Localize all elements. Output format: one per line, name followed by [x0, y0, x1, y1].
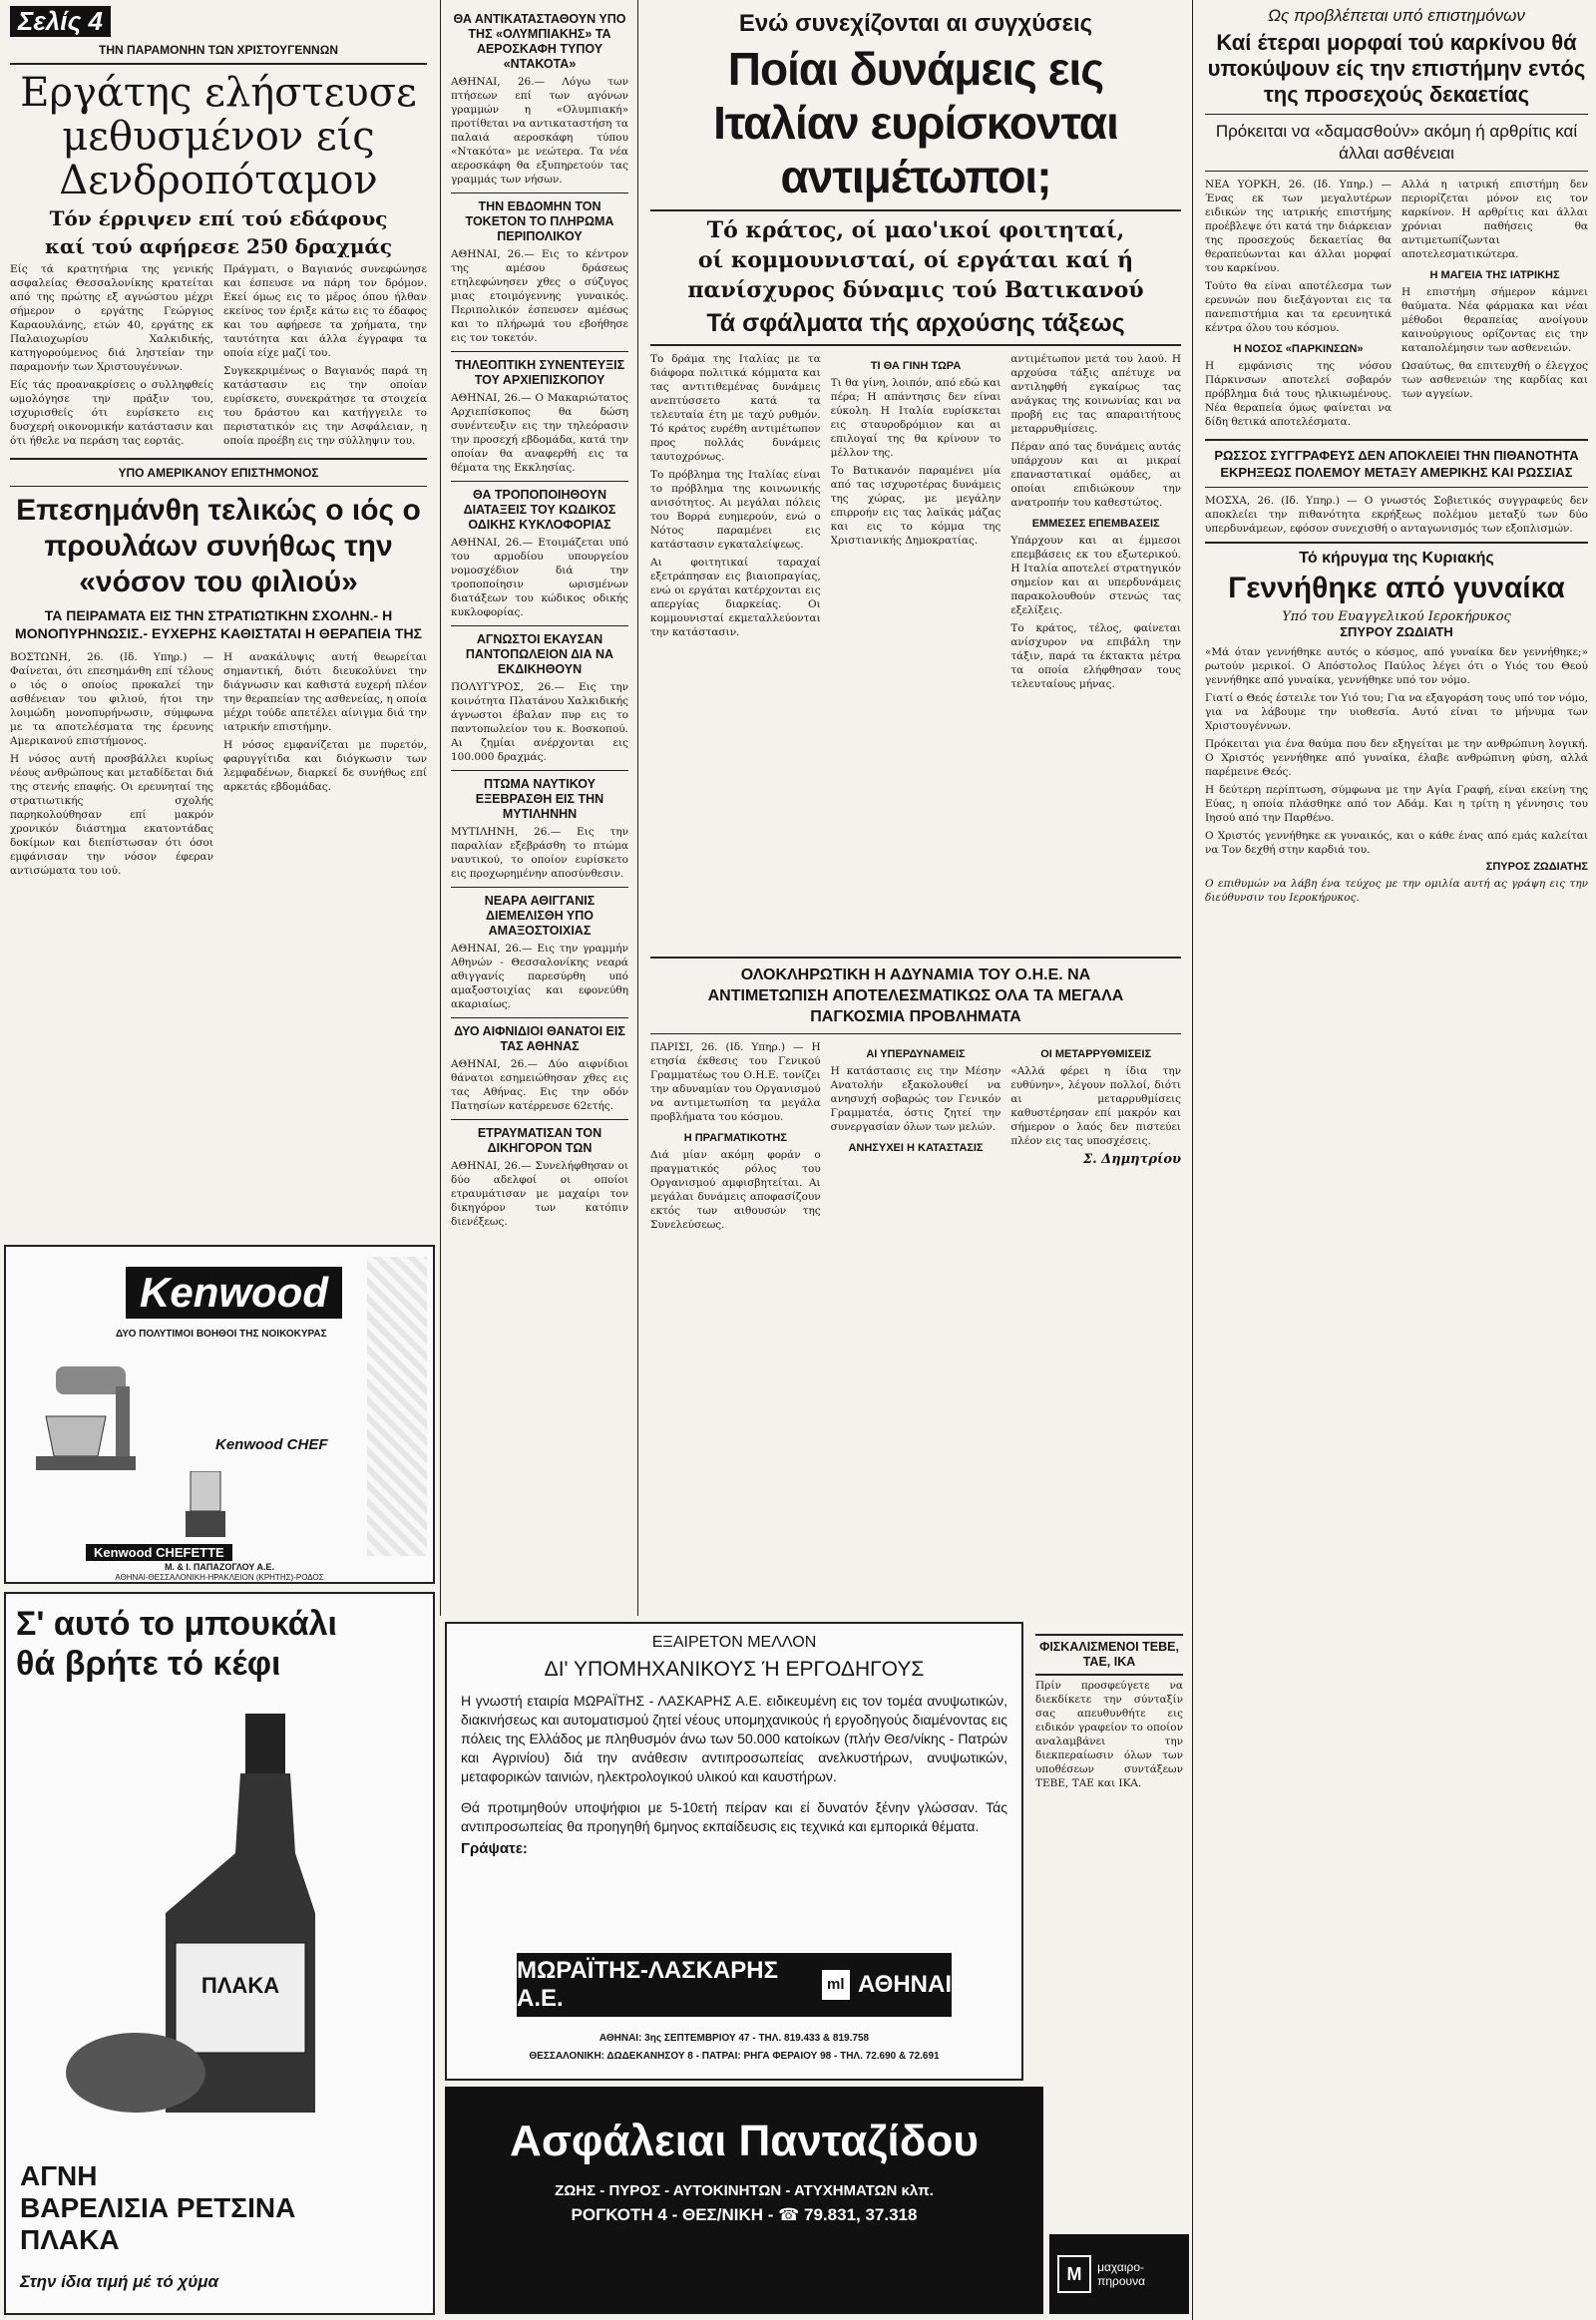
brief-headline: ΘΑ ΑΝΤΙΚΑΤΑΣΤΑΘΟΥΝ ΥΠΟ ΤΗΣ «ΟΛΥΜΠΙΑΚΗΣ» ΤΑ ΑΕΡΟΣΚΑΦΗ ΤΥΠΟΥ «ΝΤΑΚΟΤΑ»	[453, 12, 626, 71]
dealer-cities: ΑΘΗΝΑΙ-ΘΕΣΣΑΛΟΝΙΚΗ-ΗΡΑΚΛΕΙΟΝ (ΚΡΗΤΗΣ)-ΡΟΔΟΣ	[115, 1573, 324, 1582]
lead-subhead: ΟΙ ΜΕΤΑΡΡΥΘΜΙΣΕΙΣ	[1040, 1048, 1152, 1060]
mixer-icon	[26, 1356, 156, 1476]
article-headline: Επεσημάνθη τελικώς ο ιός ο προυλάων συνήθως την «νόσον του φιλιού»	[16, 494, 421, 598]
lead-deck: πανίσχυρος δύναμις τού Βατικανού	[687, 277, 1144, 303]
ad-body: Η γνωστή εταιρία ΜΩΡΑΪΤΗΣ - ΛΑΣΚΑΡΗΣ Α.Ε. ειδικευμένη εις τον τομέα ανυψωτικών, διακινήσεως και αυτοματισμού ζητεί νέους υπομηχανικούς ή εργοδηγούς διαμένοντας εις πόλεις της Ελλάδος με πληθυσμόν άνω των 50.000 κατοίκων (πλήν Θεσ/νίκης - Πατρών και Αγρινίου) διά την ανάθεσιν αντιπροσωπείας ανελκυστήρων, ανυψωτικών, μεταφορικών ταινιών, ηλεκτρολογικού υλικού και καυστήρων.	[461, 1693, 1007, 1784]
company-name: ΜΩΡΑΪΤΗΣ-ΛΑΣΚΑΡΗΣ Α.Ε.	[517, 1957, 778, 2012]
cancer-paragraph: ΝΕΑ ΥΟΡΚΗ, 26. (Ιδ. Υπηρ.) — Ένας εκ των μεγαλυτέρων ειδικών της ιατρικής επιστήμης προέβλεψε ότι κατά την διάρκειαν της προσεχούς δεκαετίας θα θεραπεύωνται και άλλαι μορφαί του καρκίνου.	[1205, 179, 1392, 274]
decorative-border-icon	[367, 1257, 427, 1556]
article-kicker: ΥΠΟ ΑΜΕΡΙΚΑΝΟΥ ΕΠΙΣΤΗΜΟΝΟΣ	[118, 466, 319, 480]
cutlery-brand: μαχαιρο-πηρουνα	[1097, 2260, 1146, 2288]
article-paragraph: Είς τά κρατητήρια της γενικής ασφαλείας Θεσσαλονίκης κρατείται από της πρώτης εξ αγνώστου μέχρι σήμερον ο εργάτης Γεώργιος Καραουλάνης, ετών 40, εργάτης εκ Παλαιοχωρίου Χαλκιδικής, κατηγορούμενος διά ληστείαν την παραμονήν των Χριστουγέννων.	[10, 263, 213, 373]
sermon-paragraph: «Μά όταν γεννήθηκε αυτός ο κόσμος, από γυναίκα δεν γεννήθηκε;» ρωτούν μερικοί. Ο Απόστολος Παύλος λέγει ότι ο Υιός του Θεού γεννήθηκε από γυναίκα, γεννήθηκε υπό τον νόμο.	[1205, 646, 1588, 686]
dealer-name: Μ. & Ι. ΠΑΠΑΖΟΓΛΟΥ Α.Ε.	[164, 1562, 275, 1572]
sermon-paragraph: Ο Χριστός γεννήθηκε εκ γυναικός, και ο κάθε ένας από εμάς καλείται να Τον δεχθή στην καρδιά του.	[1205, 830, 1588, 856]
lead-deck: Τά σφάλματα τής αρχούσης τάξεως	[706, 309, 1125, 337]
lead-paragraph: Το κράτος, τέλος, φαίνεται ανίσχυρον να επιβάλη την τάξιν, παρά τα έκτακτα μέτρα τα οποία ελήφθησαν τους τελευταίους μήνας.	[1010, 622, 1182, 690]
cancer-kicker: Ως προβλέπεται υπό επιστημόνων	[1268, 6, 1525, 25]
kenwood-ad[interactable]	[4, 1245, 435, 1584]
cancer-headline: Καί έτεραι μορφαί τού καρκίνου θά υποκύψουν είς την επιστήμην εντός της προσεχούς δεκαετίας	[1207, 30, 1586, 107]
sermon-byline: Υπό του Ευαγγελικού Ιεροκήρυκος	[1282, 609, 1511, 624]
lead-paragraph: Αι φοιτητικαί ταραχαί εξετράπησαν εις βιαιοπραγίας, ενώ οι εργάται κατέρχονται εις απεργίας διαρκείας. Οι κομμουνισταί εκμεταλλεύονται την κατάστασιν.	[650, 557, 821, 638]
sermon-paragraph: Γιατί ο Θεός έστειλε τον Υιό του; Για να εξαγοράση τους υπό τον νόμο, για να λάβουμε την υιοθεσία. Αυτό είναι το μήνυμα των Χριστουγέννων.	[1205, 692, 1588, 732]
plaka-line: ΒΑΡΕΛΙΣΙΑ ΡΕΤΣΙΝΑ	[20, 2192, 296, 2223]
sermon-author: ΣΠΥΡΟΥ ΖΩΔΙΑΤΗ	[1340, 624, 1453, 639]
russia-paragraph: ΜΟΣΧΑ, 26. (Ιδ. Υπηρ.) — Ο γνωστός Σοβιετικός συγγραφεύς δεν αποκλείει την πιθανότητα εκρήξεως πολέμου μεταξύ των δύο υπερδυνάμεων, εφόσον συνεχισθή ο ανταγωνισμός των εξοπλισμών.	[1205, 495, 1588, 535]
sermon-signature: ΣΠΥΡΟΣ ΖΩΔΙΑΤΗΣ	[1485, 861, 1588, 873]
brief-headline: ΠΤΩΜΑ ΝΑΥΤΙΚΟΥ ΕΞΕΒΡΑΣΘΗ ΕΙΣ ΤΗΝ ΜΥΤΙΛΗΝΗΝ	[475, 777, 604, 821]
plaka-headline: Σ' αυτό το μπουκάλι θά βρήτε τό κέφι	[16, 1605, 337, 1683]
brief-headline: ΔΥΟ ΑΙΦΝΙΔΙΟΙ ΘΑΝΑΤΟΙ ΕΙΣ ΤΑΣ ΑΘΗΝΑΣ	[454, 1024, 625, 1053]
plaka-line: ΠΛΑΚΑ	[20, 2224, 120, 2255]
brief-paragraph: ΠΟΛΥΓΥΡΟΣ, 26.— Εις την κοινότητα Πλατάνου Χαλκιδικής άγνωστοι έβαλαν πυρ εις το παντοπωλείον του κ. Βοσκοπού. Αι ζημίαι ανέρχονται εις 100.000 δραχμάς.	[451, 681, 628, 763]
russia-headline: ΡΩΣΣΟΣ ΣΥΓΓΡΑΦΕΥΣ ΔΕΝ ΑΠΟΚΛΕΙΕΙ ΤΗΝ ΠΙΘΑΝΟΤΗΤΑ ΕΚΡΗΞΕΩΣ ΠΟΛΕΜΟΥ ΜΕΤΑΞΥ ΑΜΕΡΙΚΗΣ ΚΑΙ ΡΩΣΣΙΑΣ	[1214, 448, 1579, 480]
article-paragraph: ΒΟΣΤΩΝΗ, 26. (Ιδ. Υπηρ.) — Φαίνεται, ότι επεσημάνθη επί τέλους ο ιός ο οποίος προκαλεί την ασθένειαν του φιλιού, ήτοι την λοιμώδη μονοπυρήνωσιν, σύμφωνα με τα αποτελέσματα της έρευνης Αμερικανού επιστήμονος.	[10, 651, 213, 747]
column-5	[1197, 0, 1596, 2320]
kenwood-logo: Kenwood	[126, 1267, 342, 1319]
ad-cta: Γράψατε:	[461, 1840, 528, 1857]
brief-paragraph: ΑΘΗΝΑΙ, 26.— Εις την γραμμήν Αθηνών - Θεσσαλονίκης νεαρά αθιγγανίς παρεσύρθη υπό αμαξοστοιχίας και εφονεύθη ακαριαίως.	[451, 943, 628, 1010]
brief-headline: ΕΤΡΑΥΜΑΤΙΣΑΝ ΤΟΝ ΔΙΚΗΓΟΡΟΝ ΤΩΝ	[477, 1126, 602, 1155]
article-paragraph: Η νόσος αυτή προσβάλλει κυρίως νέους ανθρώπους και μεταδίδεται διά της στενής επαφής. Οι ερευνηταί της στρατιωτικής σχολής παρηκολούθησαν επί μακρόν χρονικόν διάστημα εκατοντάδας δοκίμων και διεπίστωσαν ότι όσοι εμφάνισαν την νόσον έφεραν αντισώματα του ιού.	[10, 753, 213, 877]
article-paragraph: Συγκεκριμένως ο Βαγιανός παρά τη κατάστασιν εις την οποίαν ευρίσκετο, συνεκράτησε τα στοιχεία του δράστου και κατήγγειλε το περιστατικόν εις την Ασφάλειαν, η οποία προέβη εις την σύλληψιν του.	[223, 365, 427, 447]
article-paragraph: Η ανακάλυψις αυτή θεωρείται σημαντική, διότι διευκολύνει την διάγνωσιν και καθιστά ευχερή πλέον την θεραπείαν της ασθενείας, η οποία μέχρι τούδε απετέλει αίνιγμα διά την ιατρικήν επιστήμην.	[223, 651, 427, 733]
sermon-paragraph: Πρόκειται για ένα θαύμα που δεν εξηγείται με την ανθρώπινη λογική. Ο Χριστός γεννήθηκε από γυναίκα, έλαβε ανθρώπινη φύση, αλλά παρέμεινε Θεός.	[1205, 738, 1588, 778]
cancer-paragraph: Η εμφάνισις της νόσου Πάρκινσων αποτελεί σοβαρόν πρόβλημα διά τους ηλικιωμένους. Νέα θεραπεία όμως φαίνεται να δίδη θετικά αποτελέσματα.	[1205, 360, 1392, 428]
page-label: Σελίς 4	[10, 6, 111, 37]
brief-paragraph: ΑΘΗΝΑΙ, 26.— Ετοιμάζεται υπό του αρμοδίου υπουργείου νομοσχέδιον διά την τροποποίησιν ωρισμένων διατάξεων του κώδικος οδικής κυκλοφορίας.	[451, 537, 628, 618]
company-city: ΑΘΗΝΑΙ	[857, 1971, 952, 1998]
bottle-icon	[46, 1714, 345, 2132]
ad-body: Θά προτιμηθούν υποψήφιοι με 5-10ετή πείραν και εί δυνατόν ξένην γλώσσαν. Τάς αντιπροσωπείας θα προηγηθή 6μηνος εκπαίδευσις εις τεχνικά και εμπορικά θέματα.	[461, 1799, 1007, 1834]
un-subhead: Η ΠΡΑΓΜΑΤΙΚΟΤΗΣ	[683, 1132, 787, 1144]
un-headline: ΟΛΟΚΛΗΡΩΤΙΚΗ Η ΑΔΥΝΑΜΙΑ ΤΟΥ Ο.Η.Ε. ΝΑ ΑΝΤΙΜΕΤΩΠΙΣΗ ΑΠΟΤΕΛΕΣΜΑΤΙΚΩΣ ΟΛΑ ΤΑ ΜΕΓΑΛΑ ΠΑΓΚΟΣΜΙΑ ΠΡΟΒΛΗΜΑΤΑ	[707, 967, 1124, 1025]
lead-paragraph: Το δράμα της Ιταλίας με τα διάφορα πολιτικά κόμματα και τας αντιτιθεμένας δυνάμεις ανεπτύσσετο κατά τα τελευταία έτη με ταχύ ρυθμόν. Τό κράτος ευρέθη αντιμέτωπον προς πολλάς δυνάμεις ταυτοχρόνως.	[650, 353, 821, 463]
article-signature: Σ. Δημητρίου	[1082, 1152, 1182, 1167]
brief-headline: ΤΗΛΕΟΠΤΙΚΗ ΣΥΝΕΝΤΕΥΞΙΣ ΤΟΥ ΑΡΧΙΕΠΙΣΚΟΠΟΥ	[454, 358, 625, 387]
brief-headline: ΑΓΝΩΣΤΟΙ ΕΚΑΥΣΑΝ ΠΑΝΤΟΠΩΛΕΙΟΝ ΔΙΑ ΝΑ ΕΚΔΙΚΗΘΟΥΝ	[465, 632, 614, 676]
brief-paragraph: ΑΘΗΝΑΙ, 26.— Λόγω των πτήσεων επί των αγόνων γραμμών η «Ολυμπιακή» προτίθεται να αντικαταστήση τα παλαιά αεροσκάφη τύπου «Ντακότα» με νεώτερα. Τα νέα αεροσκάφη θα εξυπηρετούν τας γραμμάς των νήσων.	[451, 76, 628, 186]
ad-headline: Ασφάλειαι Πανταζίδου	[510, 2117, 979, 2165]
sermon-headline: Γεννήθηκε από γυναίκα	[1228, 572, 1565, 604]
lead-paragraph: Το πρόβλημα της Ιταλίας είναι το πρόβλημα της κοινωνικής ανισότητος. Αι μεγάλαι πόλεις του Βορρά ευημερούν, ενώ ο Νότος παραμένει εις κατάστασιν εγκαταλείψεως.	[650, 469, 821, 551]
un-paragraph: Διά μίαν ακόμη φοράν ο πραγματικός ρόλος του Οργανισμού αμφισβητείται. Αι μεγάλαι δυνάμεις αποφασίζουν εκτός των αιθουσών της Συνελεύσεως.	[650, 1149, 821, 1231]
chefette-label: Kenwood CHEFETTE	[86, 1544, 232, 1561]
brief-paragraph: ΑΘΗΝΑΙ, 26.— Συνελήφθησαν οι δύο αδελφοί οι οποίοι ετραυμάτισαν με μαχαίρι τον δικηγόρον των κατόπιν διενέξεως.	[451, 1160, 628, 1228]
company-banner	[517, 1953, 952, 2017]
cutlery-ad[interactable]	[1049, 2234, 1189, 2314]
lead-article	[642, 0, 1189, 1616]
lead-paragraph: Πέραν από τας δυνάμεις αυτάς υπάρχουν και αι μικραί επαναστατικαί ομάδες, αι οποίαι επιδιώκουν την ανατροπήν του καθεστώτος.	[1010, 441, 1182, 509]
cancer-paragraph: Η επιστήμη σήμερον κάμνει θαύματα. Νέα φάρμακα και νέαι μέθοδοι θεραπείας ανοίγουν καινούργιους ορίζοντας εις την καταπολέμησιν των ασθενειών.	[1401, 286, 1588, 354]
ad-address: ΘΕΣΣΑΛΟΝΙΚΗ: ΔΩΔΕΚΑΝΗΣΟΥ 8 - ΠΑΤΡΑΙ: ΡΗΓΑ ΦΕΡΑΙΟΥ 98 - ΤΗΛ. 72.690 & 72.691	[529, 2051, 940, 2062]
lead-paragraph: Υπάρχουν και αι έμμεσοι επεμβάσεις εκ του εξωτερικού. Η Ιταλία αποτελεί στρατηγικόν σημείον και αι υπερδυνάμεις παρακολουθούν στενώς τας εξελίξεις.	[1010, 535, 1182, 616]
lead-paragraph: «Αλλά φέρει η ίδια την ευθύνην», λέγουν πολλοί, διότι αι μεταρρυθμίσεις καθυστέρησαν επί μακρόν και σήμερον ο λαός δεν πιστεύει πλέον εις τας υποσχέσεις.	[1010, 1065, 1182, 1147]
plaka-footer: Στην ίδια τιμή μέ τό χύμα	[20, 2272, 219, 2291]
column-2	[445, 0, 634, 1616]
cancer-paragraph: Τούτο θα είναι αποτέλεσμα των ερευνών που διεξάγονται εις τα πανεπιστήμια και τα ερευνητικά κέντρα όλου του κόσμου.	[1205, 280, 1392, 334]
brief-paragraph: ΜΥΤΙΛΗΝΗ, 26.— Εις την παραλίαν εξεβράσθη το πτώμα ναυτικού, το οποίον ευρίσκετο εις προχωρημένην αποσύνθεσιν.	[451, 826, 628, 880]
moraitis-job-ad[interactable]	[445, 1622, 1023, 2081]
lead-paragraph: αντιμέτωπον μετά του λαού. Η αρχούσα τάξις απέτυχε να αντιληφθή εγκαίρως τας ανάγκας της κοινωνίας και να προβή εις τας απαραιτήτους μεταρρυθμίσεις.	[1010, 353, 1182, 435]
ad-line: ΖΩΗΣ - ΠΥΡΟΣ - ΑΥΤΟΚΙΝΗΤΩΝ - ΑΤΥΧΗΜΑΤΩΝ κλπ.	[555, 2182, 934, 2199]
brief-paragraph: ΑΘΗΝΑΙ, 26.— Ο Μακαριώτατος Αρχιεπίσκοπος θα δώση συνέντευξιν εις την τηλεόρασιν την προσεχή εβδομάδα, κατά την οποίαν θα αναφερθή εις τα θέματα της Εκκλησίας.	[451, 392, 628, 474]
column-1	[0, 0, 437, 1237]
cancer-subhead: Η ΝΟΣΟΣ «ΠΑΡΚΙΝΣΩΝ»	[1233, 343, 1364, 355]
ad-headline: ΔΙ' ΥΠΟΜΗΧΑΝΙΚΟΥΣ Ή ΕΡΓΟΔΗΓΟΥΣ	[544, 1658, 925, 1681]
brief-paragraph: ΑΘΗΝΑΙ, 26.— Δύο αιφνίδιοι θάνατοι εσημειώθησαν χθες εις τας Αθήνας. Εις την οδόν Πατησίων κατέρρευσε 62ετής.	[451, 1058, 628, 1112]
company-logo-icon: ml	[822, 1970, 850, 2000]
chef-label: Kenwood CHEF	[215, 1436, 328, 1453]
lead-kicker: Ενώ συνεχίζονται αι συγχύσεις	[738, 10, 1093, 37]
lead-paragraph: Το Βατικανόν παραμένει μία από τας ισχυροτέρας δυνάμεις της χώρας, με μεγάλην επιρροήν εις τας λαϊκάς μάζας και εις το κόμμα της Χριστιανικής Δημοκρατίας.	[830, 465, 1001, 547]
brief-headline: ΤΗΝ ΕΒΔΟΜΗΝ ΤΟΝ ΤΟΚΕΤΟΝ ΤΟ ΠΛΗΡΩΜΑ ΠΕΡΙΠΟΛΙΚΟΥ	[465, 199, 614, 243]
un-subhead: ΑΙ ΥΠΕΡΔΥΝΑΜΕΙΣ	[866, 1048, 966, 1060]
article-paragraph: Η νόσος εμφανίζεται με πυρετόν, φαρυγγίτιδα και διόγκωσιν των λεμφαδένων, διαρκεί δε συνήθως επί αρκετάς εβδομάδας.	[223, 739, 427, 793]
ad-line: ΡΟΓΚΟΤΗ 4 - ΘΕΣ/ΝΙΚΗ - ☎ 79.831, 37.318	[571, 2205, 918, 2224]
cancer-paragraph: Ωσαύτως, θα επιτευχθή ο έλεγχος των ασθενειών της καρδίας και των αγγείων.	[1401, 360, 1588, 400]
brief-headline: ΘΑ ΤΡΟΠΟΠΟΙΗΘΟΥΝ ΔΙΑΤΑΞΕΙΣ ΤΟΥ ΚΩΔΙΚΟΣ ΟΔΙΚΗΣ ΚΥΚΛΟΦΟΡΙΑΣ	[463, 488, 616, 532]
cutlery-logo-icon: M	[1057, 2255, 1091, 2293]
bottle-label: ΠΛΑΚΑ	[200, 1973, 280, 1998]
article-kicker: ΤΗΝ ΠΑΡΑΜΟΝΗΝ ΤΩΝ ΧΡΙΣΤΟΥΓΕΝΝΩΝ	[99, 43, 338, 57]
lead-paragraph: Τι θα γίνη, λοιπόν, από εδώ και πέρα; Η απάντησις δεν είναι εύκολη. Η Ιταλία ευρίσκεται εις σταυροδρόμιον και αι επιλογαί της θα κρίνουν το μέλλον της.	[830, 377, 1001, 459]
lead-subhead: ΕΜΜΕΣΕΣ ΕΠΕΜΒΑΣΕΙΣ	[1031, 518, 1160, 530]
kenwood-tagline: ΔΥΟ ΠΟΛΥΤΙΜΟΙ ΒΟΗΘΟΙ ΤΗΣ ΝΟΙΚΟΚΥΡΑΣ	[116, 1329, 327, 1340]
sermon-footnote: Ο επιθυμών να λάβη ένα τεύχος με την ομιλία αυτή ας γράψη εις την διεύθυνσιν του Ιεροκήρυκος.	[1205, 878, 1588, 904]
lead-deck: οί κομμουνισταί, οί εργάται καί ή	[697, 247, 1134, 273]
un-paragraph: ΠΑΡΙΣΙ, 26. (Ιδ. Υπηρ.) — Η ετησία έκθεσις του Γενικού Γραμματέως του Ο.Η.Ε. τονίζει την αδυναμίαν του Οργανισμού να αντιμετωπίση τα μεγάλα προβλήματα του κόσμου.	[650, 1041, 821, 1123]
brief-paragraph: ΑΘΗΝΑΙ, 26.— Εις το κέντρον της αμέσου δράσεως ετηλεφώνησεν χθες ο σύζυγος μιας ετοιμόγεννης γυναικός. Περιπολικόν έσπευσεν αμέσως και το πλήρωμά του εβοήθησε εις τον τοκετόν.	[451, 248, 628, 344]
un-subhead: ΑΝΗΣΥΧΕΙ Η ΚΑΤΑΣΤΑΣΙΣ	[848, 1142, 984, 1154]
article-paragraph: Είς τάς προανακρίσεις ο συλληφθείς ωμολόγησε την πράξιν του, ισχυρισθείς ότι ευρίσκετο εις δυσχερή οικονομικήν κατάστασιν και ότι ήθελε να περάση τας εορτάς.	[10, 379, 213, 447]
blender-icon	[176, 1471, 235, 1541]
article-headline: Εργάτης ελήστευσε μεθυσμένον είς Δενδροπόταμον	[20, 70, 417, 203]
plaka-line: ΑΓΝΗ	[20, 2160, 98, 2191]
lead-deck: Τό κράτος, οί μαο'ικοί φοιτηταί,	[706, 217, 1125, 243]
column-4-bottom	[1029, 1622, 1189, 2081]
plaka-retsina-ad[interactable]	[4, 1592, 435, 2315]
ad-kicker: ΕΞΑΙΡΕΤΟΝ ΜΕΛΛΟΝ	[651, 1634, 817, 1651]
notice-box-text: Πρίν προσφεύγετε να διεκδίκετε την σύνταξίν σας απευθυνθήτε εις ειδικόν γραφείον το οποίον αναλαμβάνει την διεκπεραίωσιν όλων των υποθέσεων συντάξεων ΤΕΒΕ, ΤΑΕ και ΙΚΑ.	[1035, 1680, 1183, 1789]
article-subheadline: ΤΑ ΠΕΙΡΑΜΑΤΑ ΕΙΣ ΤΗΝ ΣΤΡΑΤΙΩΤΙΚΗΝ ΣΧΟΛΗΝ.- Η ΜΟΝΟΠΥΡΗΝΩΣΙΣ.- ΕΥΧΕΡΗΣ ΚΑΘΙΣΤΑΤΑΙ Η ΘΕΡΑΠΕΙΑ ΤΗΣ	[15, 607, 422, 641]
ad-address: ΑΘΗΝΑΙ: 3ης ΣΕΠΤΕΜΒΡΙΟΥ 47 - ΤΗΛ. 819.433 & 819.758	[598, 2033, 870, 2044]
article-deck: Τόν έρριψεν επί τού εδάφους	[49, 206, 388, 230]
un-paragraph: Η κατάστασις εις την Μέσην Ανατολήν εξακολουθεί να ανησυχή σοβαρώς τον Γενικόν Γραμματέα, όστις ζητεί την συνεργασίαν όλων των μελών.	[830, 1065, 1001, 1133]
article-paragraph: Πράγματι, ο Βαγιανός συνεφώνησε και έσπευσε να πάρη τον δρόμον. Εκεί όμως εις το μέρος όπου ήλθαν εκείνος τον έριξε κάτω εις το έδαφος και του αφήρεσε τα χρήματα, την ταυτότητα και άλλα έγγραφα τα οποία είχε μαζί του.	[223, 263, 427, 359]
cancer-deck: Πρόκειται να «δαμασθούν» ακόμη ή αρθρίτις καί άλλαι ασθένειαι	[1215, 122, 1578, 163]
pantazidou-insurance-ad[interactable]	[445, 2087, 1043, 2314]
notice-box-title: ΦΙΣΚΑΛΙΣΜΕΝΟΙ ΤΕΒΕ, ΤΑΕ, ΙΚΑ	[1035, 1634, 1183, 1676]
cancer-paragraph: Αλλά η ιατρική επιστήμη δεν περιορίζεται μόνον εις τον καρκίνον. Η αρθρίτις και άλλαι χρόνιαι παθήσεις θα αντιμετωπίζωνται αποτελεσματικώτερα.	[1401, 179, 1588, 260]
article-deck: καί τού αφήρεσε 250 δραχμάς	[44, 234, 393, 258]
lead-headline: Ποίαι δυνάμεις εις Ιταλίαν ευρίσκονται αντιμέτωποι;	[713, 43, 1118, 202]
sermon-paragraph: Η δεύτερη περίπτωση, σύμφωνα με την Αγία Γραφή, είναι εκείνη της Εύας, η οποία πλάσθηκε από τον Αδάμ. Και η τρίτη η γέννησις του Ιησού από την Παρθένο.	[1205, 784, 1588, 824]
cancer-subhead: Η ΜΑΓΕΙΑ ΤΗΣ ΙΑΤΡΙΚΗΣ	[1429, 269, 1560, 281]
sermon-kicker: Τό κήρυγμα της Κυριακής	[1299, 550, 1494, 567]
lead-subhead: ΤΙ ΘΑ ΓΙΝΗ ΤΩΡΑ	[870, 360, 962, 372]
brief-headline: ΝΕΑΡΑ ΑΘΙΓΓΑΝΙΣ ΔΙΕΜΕΛΙΣΘΗ ΥΠΟ ΑΜΑΞΟΣΤΟΙΧΙΑΣ	[484, 894, 596, 938]
